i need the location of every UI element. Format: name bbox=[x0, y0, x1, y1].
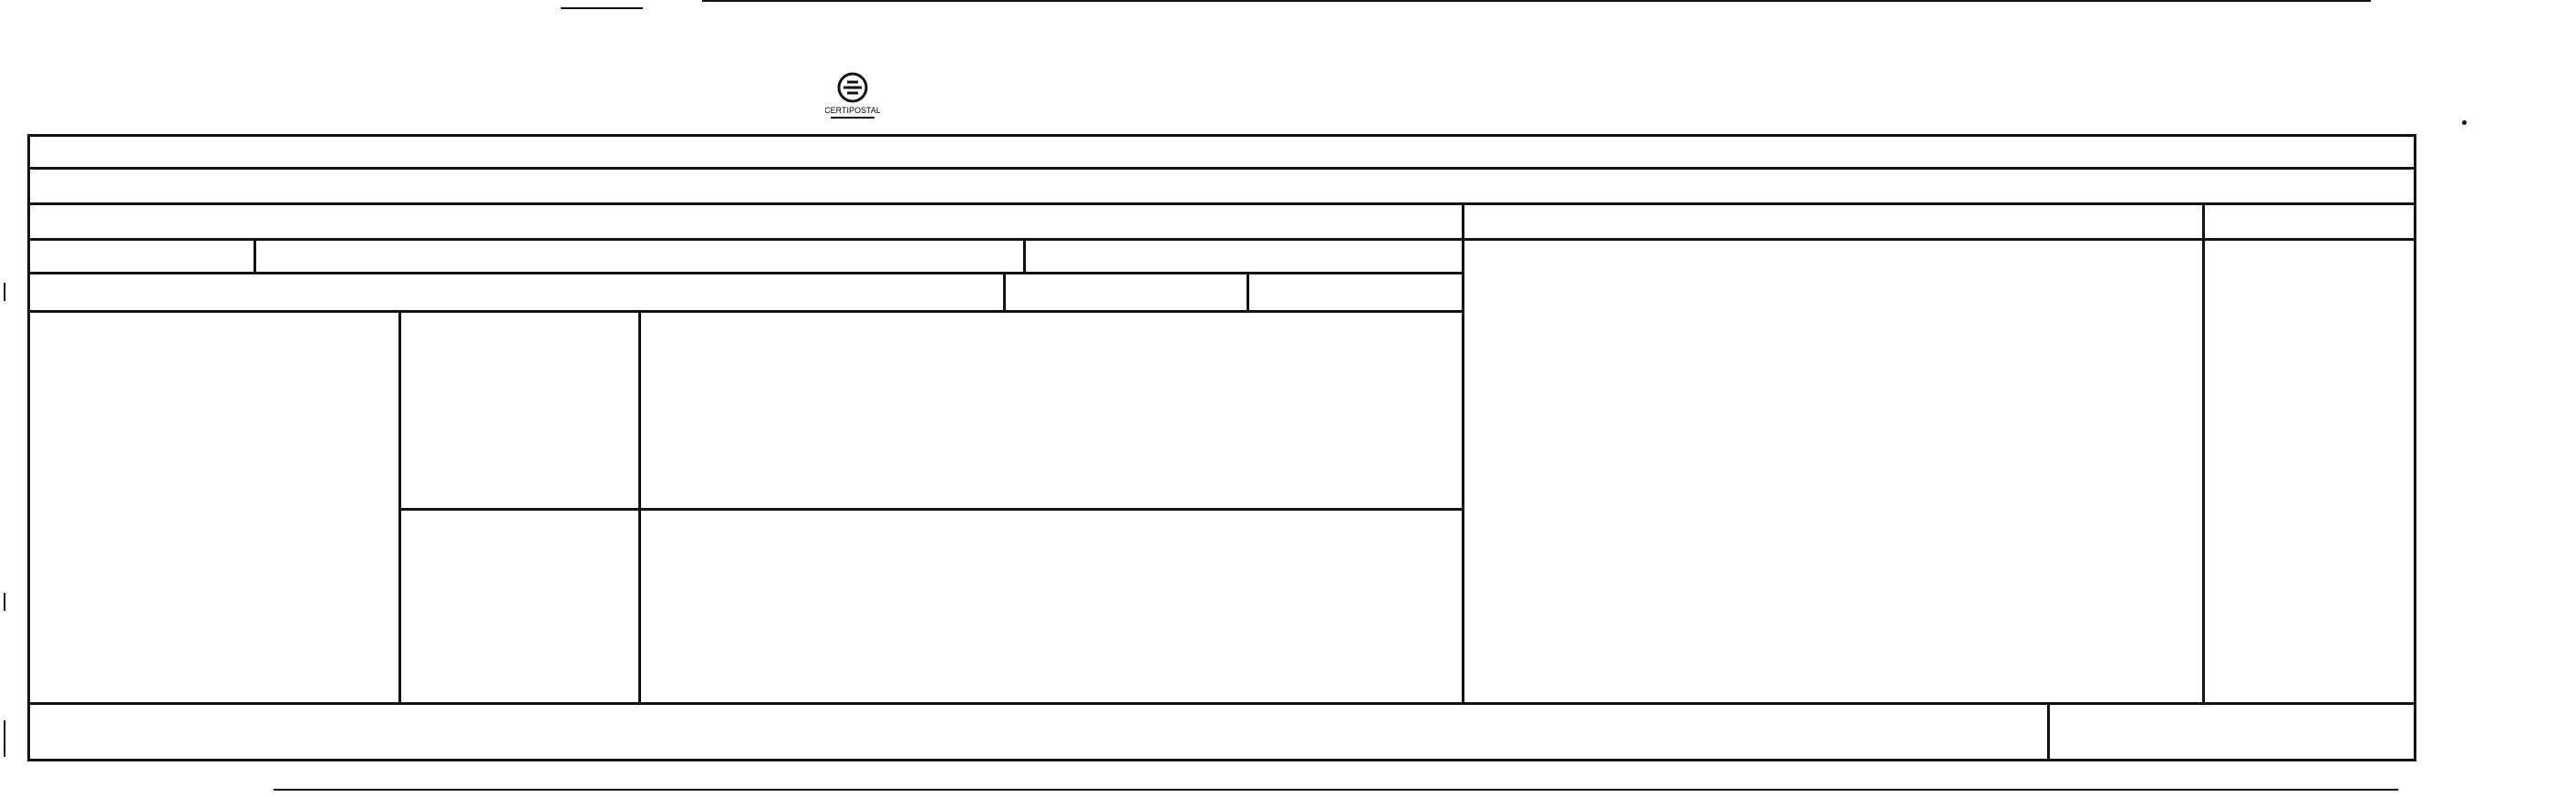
row-line bbox=[27, 702, 2416, 705]
margin-dot bbox=[2462, 120, 2467, 125]
visit-divider bbox=[398, 508, 1464, 511]
col-line bbox=[638, 310, 641, 702]
col-line bbox=[253, 238, 256, 272]
footer-guia-divider bbox=[2047, 702, 2050, 761]
top-edge-line bbox=[702, 0, 2371, 2]
col-line bbox=[1023, 238, 1026, 272]
form-frame bbox=[27, 134, 2416, 761]
row-line bbox=[27, 202, 2416, 205]
observations-handwriting bbox=[2202, 239, 2416, 702]
col-line bbox=[1247, 272, 1249, 310]
row-line bbox=[27, 238, 1464, 241]
left-margin-marks bbox=[0, 283, 11, 757]
col-line bbox=[1462, 202, 1464, 702]
row-line bbox=[27, 310, 1464, 313]
certipostal-logo bbox=[825, 69, 880, 120]
certipostal-logo-icon bbox=[825, 69, 880, 120]
barcode bbox=[1503, 62, 2232, 128]
row-line bbox=[27, 167, 2416, 170]
top-edge-short-line bbox=[561, 7, 643, 9]
col-line bbox=[398, 310, 401, 702]
logo-text: CERTIPOSTAL bbox=[825, 106, 880, 115]
bottom-edge-line bbox=[274, 789, 2398, 791]
col-line bbox=[1003, 272, 1006, 310]
